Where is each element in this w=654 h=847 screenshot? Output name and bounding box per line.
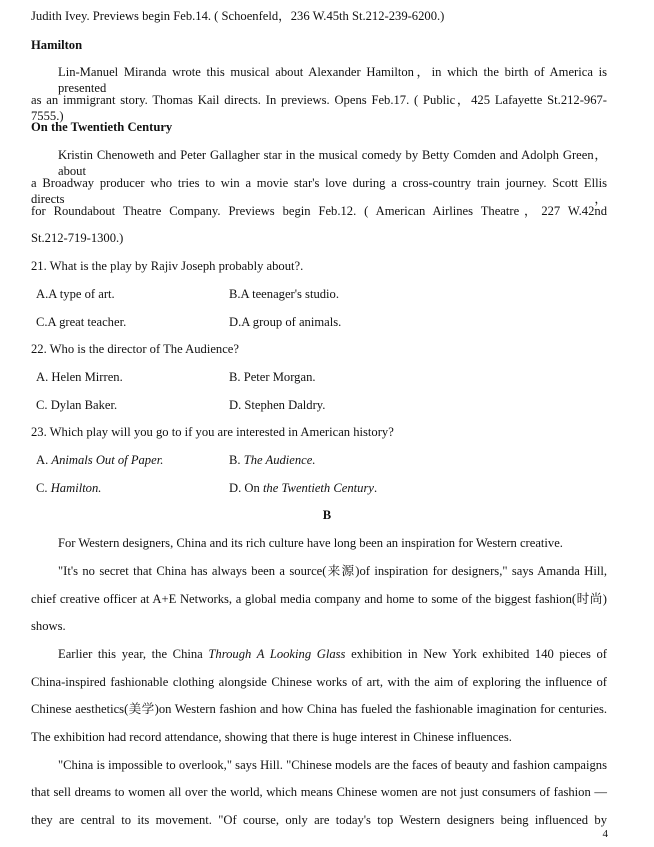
text-line: For Western designers, China and its rich culture have long been an inspiration for Western creative. [58,536,563,550]
option-22-c: C. Dylan Baker. [36,398,118,412]
text-line: Chinese aesthetics(美学)on Western fashion and how China has fueled the fashionable imagination for centuries. [31,702,607,716]
text-line: Earlier this year, the China Through A Looking Glass exhibition in New York exhibited 140 pieces of [58,647,608,661]
question-21: 21. What is the play by Rajiv Joseph probably about?. [31,259,304,273]
text-line: as an immigrant story. Thomas Kail directs. In previews. Opens Feb.17. ( Public，425 Lafayette St.212-967-7555.) [31,93,607,123]
option-22-a: A. Helen Mirren. [36,370,123,384]
text-line: they are central to its movement. "Of course, only are today's top Western designers being influenced by [31,813,607,827]
text-line: that sell dreams to women all over the world, which means Chinese women are not just consumers of fashion — [31,785,607,799]
text-line: Judith Ivey. Previews begin Feb.14. ( Schoenfeld，236 W.45th St.212-239-6200.) [31,9,445,23]
option-21-a: A.A type of art. [36,287,115,301]
option-23-d: D. On the Twentieth Century. [229,481,378,495]
page-number: 4 [602,828,608,840]
text-line: China-inspired fashionable clothing alongside Chinese works of art, with the aim of exploring the influence of [31,675,607,689]
option-22-b: B. Peter Morgan. [229,370,316,384]
section-heading-twentieth-century: On the Twentieth Century [31,120,173,134]
option-22-d: D. Stephen Daldry. [229,398,326,412]
text-line: Kristin Chenoweth and Peter Gallagher star in the musical comedy by Betty Comden and Adolph Green，about [58,148,607,178]
question-22: 22. Who is the director of The Audience? [31,342,239,356]
text-line: Lin-Manuel Miranda wrote this musical about Alexander Hamilton，in which the birth of America is presented [58,65,607,95]
option-21-b: B.A teenager's studio. [229,287,339,301]
option-21-c: C.A great teacher. [36,315,127,329]
text-line: "It's no secret that China has always been a source(来源)of inspiration for designers," says Amanda Hill, [58,564,607,578]
text-line: chief creative officer at A+E Networks, a global media company and home to some of the biggest fashion(时尚) [31,592,607,606]
text-line: shows. [31,619,66,633]
section-heading-hamilton: Hamilton [31,38,83,52]
text-line: The exhibition had record attendance, showing that there is huge interest in Chinese influences. [31,730,512,744]
option-23-a: A. Animals Out of Paper. [36,453,164,467]
text-line: for Roundabout Theatre Company. Previews begin Feb.12. ( American Airlines Theatre，227 W.42nd [31,204,607,218]
option-23-c: C. Hamilton. [36,481,102,495]
option-23-b: B. The Audience. [229,453,316,467]
text-line: "China is impossible to overlook," says Hill. "Chinese models are the faces of beauty and fashion campaigns [58,758,607,772]
text-line: St.212-719-1300.) [31,231,124,245]
text-line: a Broadway producer who tries to win a movie star's love during a cross-country train journey. Scott Ellis directs， [31,176,607,206]
option-21-d: D.A group of animals. [229,315,342,329]
question-23: 23. Which play will you go to if you are interested in American history? [31,425,394,439]
section-label-b: B [322,508,332,522]
